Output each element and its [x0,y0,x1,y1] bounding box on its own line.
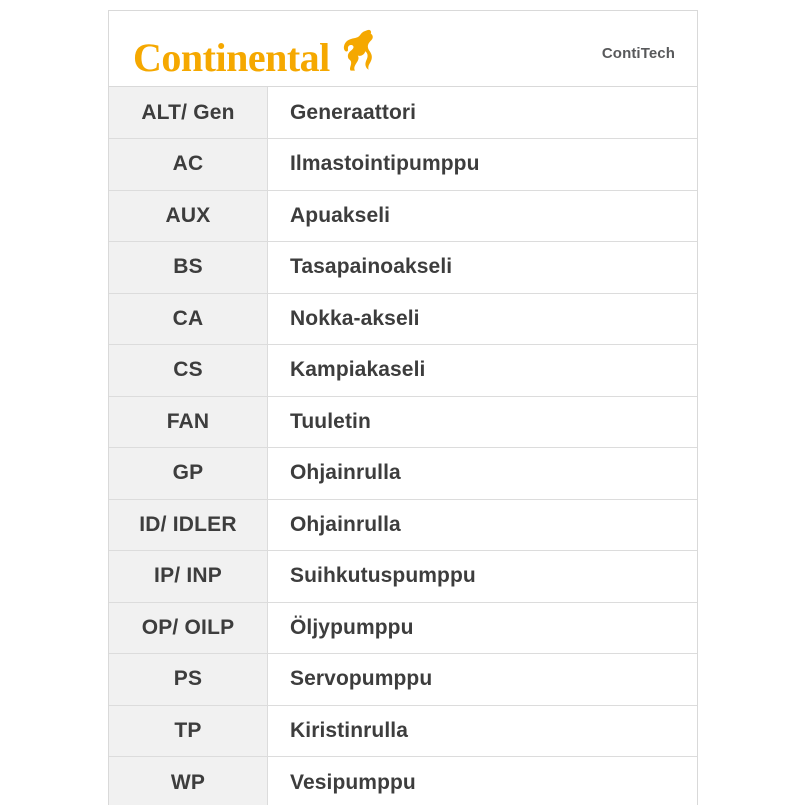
row-code: FAN [109,396,268,448]
row-description: Ohjainrulla [268,448,698,500]
row-code: BS [109,242,268,294]
row-code: OP/ OILP [109,602,268,654]
table-row [109,396,697,448]
table-row [109,139,697,191]
row-description: Servopumppu [268,654,698,706]
table-row [109,499,697,551]
table-body [109,87,697,805]
row-description: Apuakseli [268,190,698,242]
row-code: CS [109,345,268,397]
row-description: Ilmastointipumppu [268,139,698,191]
abbreviation-sheet [108,10,698,805]
table-row [109,551,697,603]
row-code: TP [109,705,268,757]
row-code: GP [109,448,268,500]
table-row [109,242,697,294]
table-row [109,757,697,805]
row-description: Suihkutuspumppu [268,551,698,603]
brand-wordmark: Continental [133,35,330,80]
row-description: Kampiakaseli [268,345,698,397]
row-code: CA [109,293,268,345]
table-row [109,602,697,654]
row-description: Nokka-akseli [268,293,698,345]
table-row [109,293,697,345]
row-description: Generaattori [268,87,698,139]
row-code: ID/ IDLER [109,499,268,551]
rearing-horse-icon [334,28,378,77]
row-code: ALT/ Gen [109,87,268,139]
brand-header [109,11,697,87]
table-row [109,705,697,757]
row-description: Kiristinrulla [268,705,698,757]
row-code: WP [109,757,268,805]
row-code: AUX [109,190,268,242]
abbreviation-table [109,87,697,805]
table-row [109,87,697,139]
row-description: Vesipumppu [290,770,416,794]
row-code: PS [109,654,268,706]
brand-lockup [133,28,378,78]
row-code: IP/ INP [109,551,268,603]
row-description: Öljypumppu [268,602,698,654]
table-row [109,345,697,397]
row-description: Ohjainrulla [268,499,698,551]
row-description: Tasapainoakseli [268,242,698,294]
row-code: AC [109,139,268,191]
table-row [109,190,697,242]
sub-brand-label: ContiTech [601,45,675,62]
table-row [109,448,697,500]
row-description: Tuuletin [268,396,698,448]
table-row [109,654,697,706]
